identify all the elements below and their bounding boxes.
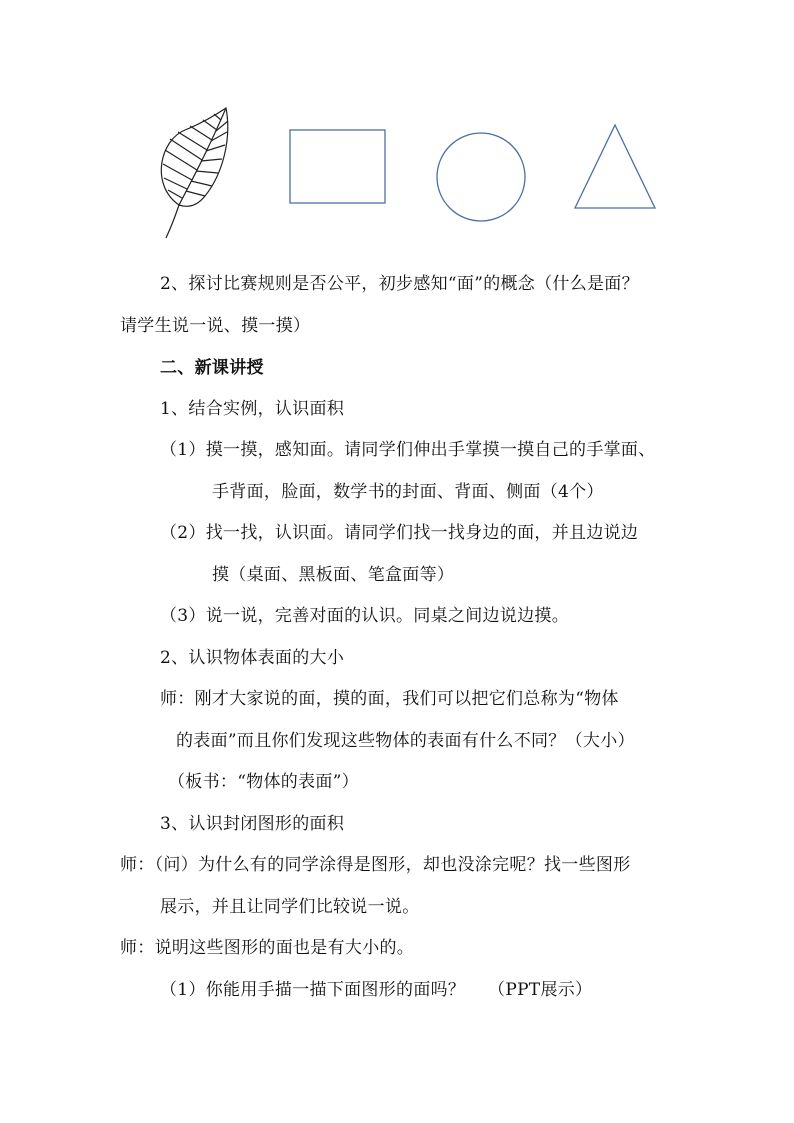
text-line: 的表面”而且你们发现这些物体的表面有什么不同？（大小） [176, 731, 635, 751]
text-line: （1）摸一摸，感知面。请同学们伸出手掌摸一摸自己的手掌面、 [160, 440, 656, 460]
rectangle-figure [290, 130, 385, 203]
section-heading: 二、新课讲授 [160, 358, 264, 378]
text-line: 2、认识物体表面的大小 [160, 648, 345, 668]
triangle-figure [575, 125, 655, 208]
text-line: （3）说一说，完善对面的认识。同桌之间边说边摸。 [160, 606, 570, 626]
text-line: （2）找一找，认识面。请同学们找一找身边的面，并且边说边 [160, 523, 639, 543]
leaf-figure [161, 108, 228, 238]
text-line: 3、认识封闭图形的面积 [160, 814, 345, 834]
text-line: 2、探讨比赛规则是否公平，初步感知“面”的概念（什么是面？ [160, 274, 639, 294]
shape-figures [0, 0, 794, 250]
text-line: （板书：“物体的表面”） [168, 772, 359, 792]
text-line: 手背面，脸面，数学书的封面、背面、侧面（4个） [212, 482, 604, 502]
circle-figure [437, 133, 525, 221]
text-line: 师：说明这些图形的面也是有大小的。 [120, 938, 415, 958]
text-line: 师：刚才大家说的面，摸的面，我们可以把它们总称为“物体 [160, 689, 619, 709]
text-line: （1）你能用手描一描下面图形的面吗？ （PPT展示） [160, 980, 593, 1000]
text-line: 师：（问）为什么有的同学涂得是图形，却也没涂完呢？找一些图形 [120, 855, 631, 875]
text-line: 请学生说一说、摸一摸） [120, 316, 311, 336]
text-line: 1、结合实例，认识面积 [160, 399, 345, 419]
text-line: 展示，并且让同学们比较说一说。 [160, 897, 420, 917]
text-line: 摸（桌面、黑板面、笔盒面等） [212, 565, 455, 585]
